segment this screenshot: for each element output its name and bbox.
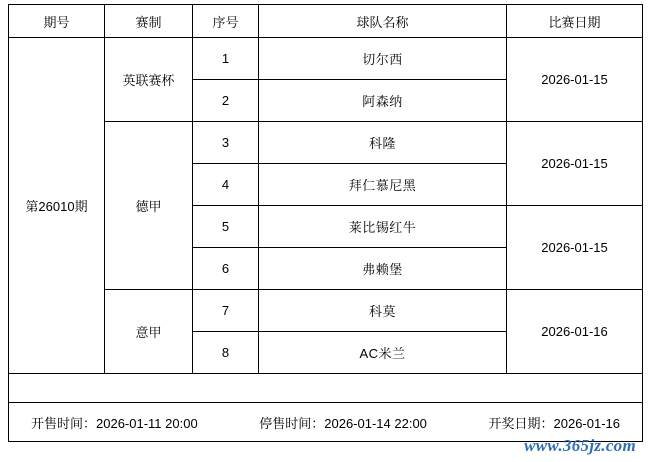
table-header-row xyxy=(9,5,643,38)
match-no: 4 xyxy=(193,164,259,206)
match-date: 2026-01-16 xyxy=(507,290,643,374)
team-name: 莱比锡红牛 xyxy=(259,206,507,248)
match-no: 7 xyxy=(193,290,259,332)
match-no: 8 xyxy=(193,332,259,374)
spacer-row xyxy=(9,374,643,403)
table-row xyxy=(9,122,643,164)
match-no: 5 xyxy=(193,206,259,248)
team-name: 拜仁慕尼黑 xyxy=(259,164,507,206)
match-schedule-table xyxy=(8,4,643,442)
team-name: 弗赖堡 xyxy=(259,248,507,290)
site-watermark: www.365jz.com xyxy=(524,436,636,455)
lottery-sheet xyxy=(8,4,642,442)
issue-cell: 第26010期 xyxy=(9,38,105,374)
match-no: 2 xyxy=(193,80,259,122)
header-league: 赛制 xyxy=(105,5,193,38)
team-name: 切尔西 xyxy=(259,38,507,80)
table-row xyxy=(9,290,643,332)
league-cell-3: 意甲 xyxy=(105,290,193,374)
team-name: 科隆 xyxy=(259,122,507,164)
match-no: 6 xyxy=(193,248,259,290)
match-date: 2026-01-15 xyxy=(507,122,643,206)
league-cell-2: 德甲 xyxy=(105,122,193,290)
match-no: 1 xyxy=(193,38,259,80)
header-no: 序号 xyxy=(193,5,259,38)
header-issue: 期号 xyxy=(9,5,105,38)
draw-date: 开奖日期：2026-01-16 xyxy=(488,415,620,431)
team-name: AC米兰 xyxy=(259,332,507,374)
team-name: 阿森纳 xyxy=(259,80,507,122)
sale-start-time: 开售时间：2026-01-11 20:00 xyxy=(31,415,198,431)
spacer-cell xyxy=(9,374,643,403)
match-no: 3 xyxy=(193,122,259,164)
header-team: 球队名称 xyxy=(259,5,507,38)
match-date: 2026-01-15 xyxy=(507,206,643,290)
league-cell-1: 英联赛杯 xyxy=(105,38,193,122)
sale-stop-time: 停售时间：2026-01-14 22:00 xyxy=(259,415,427,431)
team-name: 科莫 xyxy=(259,290,507,332)
table-row xyxy=(9,38,643,80)
match-date: 2026-01-15 xyxy=(507,38,643,122)
header-date: 比赛日期 xyxy=(507,5,643,38)
